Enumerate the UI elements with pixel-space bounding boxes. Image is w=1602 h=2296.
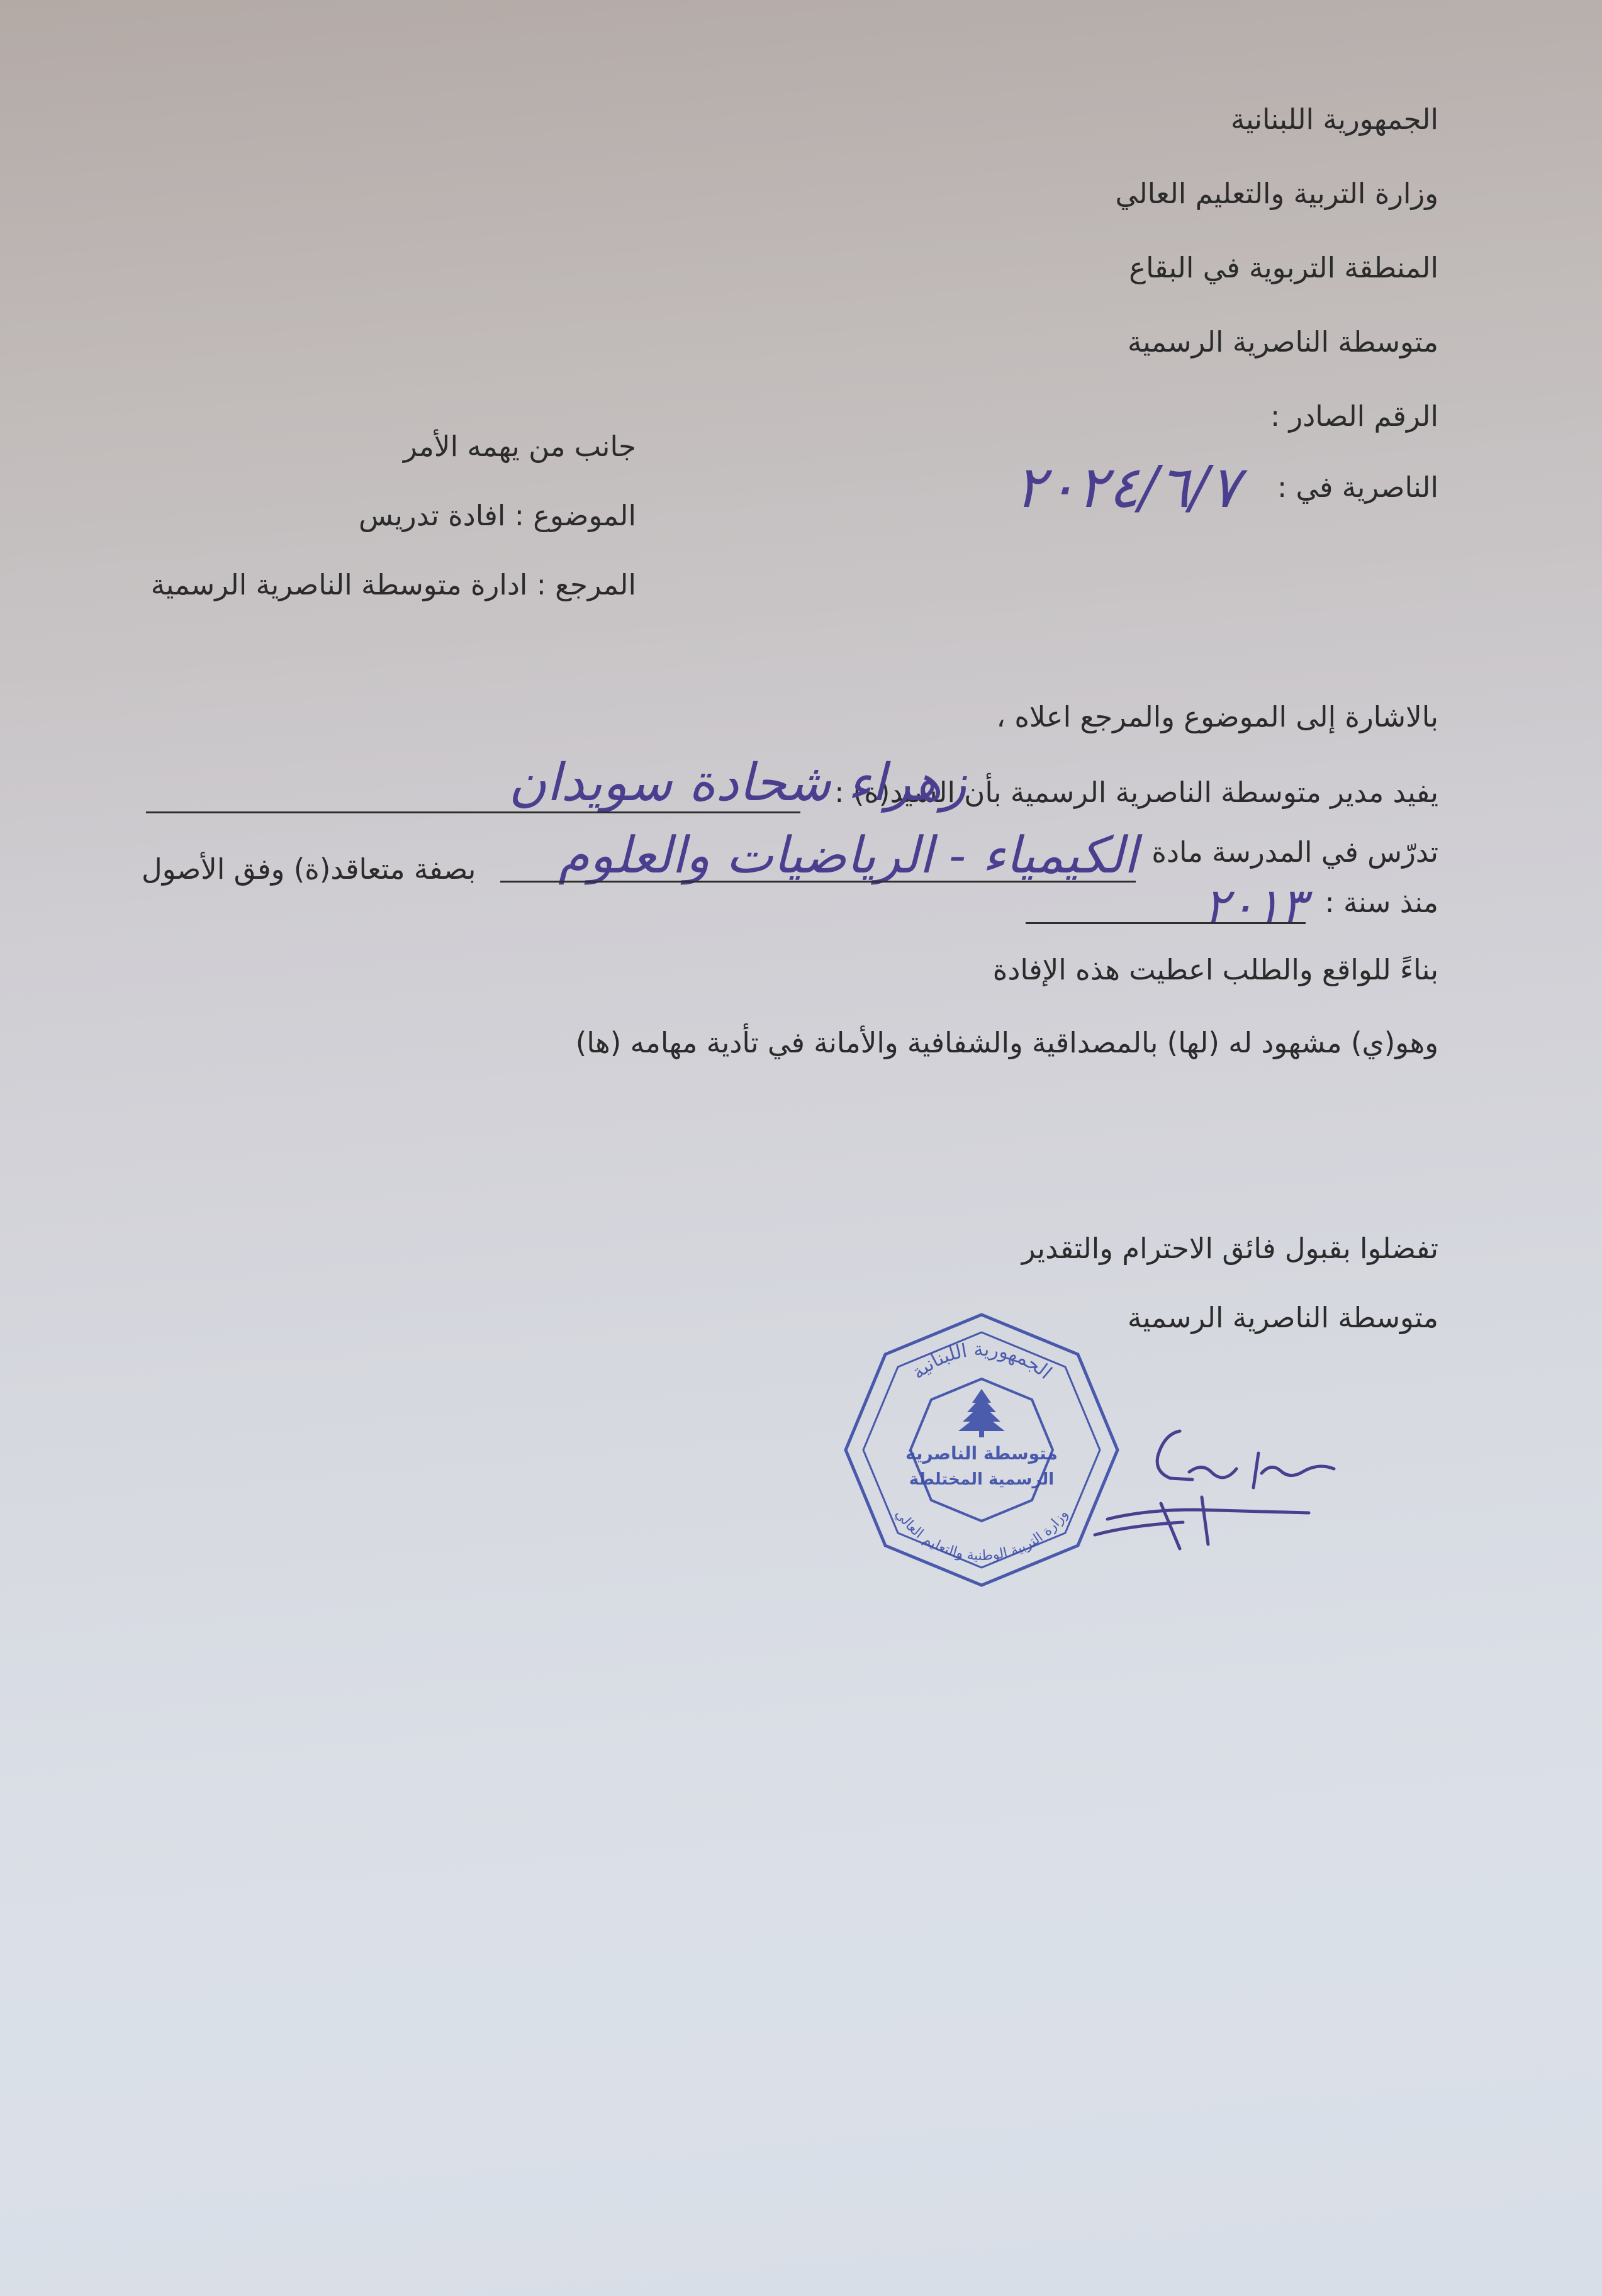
subject-underline	[500, 881, 1136, 883]
year-handwritten: ٢٠١٣	[1203, 878, 1306, 933]
stamp-inner-line1: متوسطة الناصرية	[905, 1443, 1058, 1464]
body-line4: بناءً للواقع والطلب اعطيت هذه الإفادة	[992, 953, 1438, 986]
ref-number-label: الرقم الصادر :	[1270, 399, 1438, 433]
body-line5: وهو(ي) مشهود له (لها) بالمصداقية والشفافية والأمانة في تأدية مهامه (ها)	[575, 1026, 1438, 1059]
addressee-to: جانب من يهمه الأمر	[403, 430, 636, 463]
date-label: الناصرية في :	[1277, 471, 1438, 504]
closing-regards: تفضلوا بقبول فائق الاحترام والتقدير	[1021, 1232, 1438, 1265]
body-line2-suffix: بصفة متعاقد(ة) وفق الأصول	[142, 852, 476, 886]
stamp-inner-line2: الرسمية المختلطة	[909, 1470, 1055, 1489]
closing-school: متوسطة الناصرية الرسمية	[1128, 1301, 1438, 1334]
name-underline	[146, 811, 800, 813]
addressee-reference: المرجع : ادارة متوسطة الناصرية الرسمية	[150, 568, 636, 601]
cedar-tree-icon	[958, 1389, 1005, 1437]
body-line2-prefix: تدرّس في المدرسة مادة	[1151, 835, 1438, 869]
header-school: متوسطة الناصرية الرسمية	[1128, 325, 1438, 359]
subject-handwritten: الكيمياء - الرياضيات والعلوم	[558, 826, 1138, 884]
name-handwritten: زهراء شحادة سويدان	[508, 753, 966, 813]
header-ministry: وزارة التربية والتعليم العالي	[1115, 177, 1438, 210]
body-line3-prefix: منذ سنة :	[1325, 886, 1438, 919]
header-region: المنطقة التربوية في البقاع	[1129, 251, 1438, 284]
stamp-outer-bottom: وزارة التربية الوطنية والتعليم العالي	[892, 1506, 1072, 1564]
stamp-outer-top: الجمهورية اللبنانية	[907, 1338, 1056, 1384]
body-line1-prefix: يفيد مدير متوسطة الناصرية الرسمية بأن السيد(ة) :	[834, 776, 1438, 809]
date-handwritten: ٢٠٢٤/٦/٧	[1014, 454, 1240, 521]
body-intro: بالاشارة إلى الموضوع والمرجع اعلاه ،	[996, 700, 1438, 733]
addressee-subject: الموضوع : افادة تدريس	[359, 499, 636, 532]
header-republic: الجمهورية اللبنانية	[1230, 103, 1438, 136]
year-underline	[1026, 922, 1306, 924]
